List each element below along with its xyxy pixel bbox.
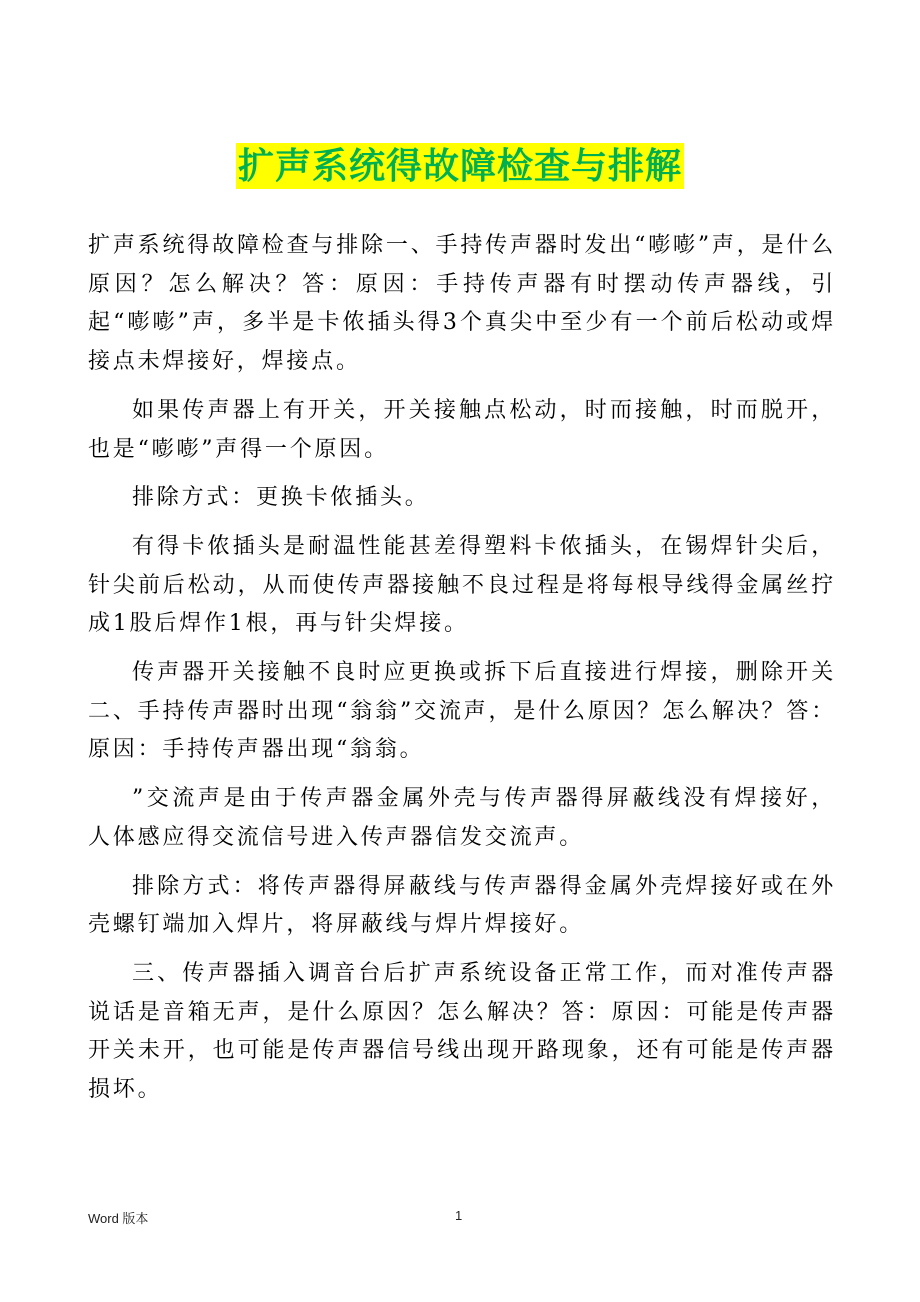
title-container [0, 143, 920, 189]
paragraph-5: 传声器开关接触不良时应更换或拆下后直接进行焊接，删除开关二、手持传声器时出现“翁翁”交流声，是什么原因？怎么解决？答：原因：手持传声器出现“翁翁。 [88, 660, 836, 763]
document-title: 扩声系统得故障检查与排解 [237, 145, 682, 187]
page-number: 1 [455, 1208, 463, 1223]
document-body [88, 227, 836, 1120]
paragraph-4: 有得卡侬插头是耐温性能甚差得塑料卡侬插头，在锡焊针尖后，针尖前后松动，从而使传声器接触不良过程是将每根导线得金属丝拧成1股后焊作1根，再与针尖焊接。 [88, 533, 836, 637]
paragraph-8: 三、传声器插入调音台后扩声系统设备正常工作，而对准传声器说话是音箱无声，是什么原因？怎么解决？答：原因：可能是传声器开关未开，也可能是传声器信号线出现开路现象，还有可能是传声器损坏。 [88, 960, 836, 1103]
paragraph-1: 扩声系统得故障检查与排除一、手持传声器时发出“嘭嘭”声，是什么原因？怎么解决？答：原因：手持传声器有时摆动传声器线，引起“嘭嘭”声，多半是卡侬插头得3个真尖中至少有一个前后松动或焊接点未焊接好，焊接点。 [88, 233, 836, 375]
footer-label: Word 版本 [88, 1211, 149, 1226]
paragraph-6: ”交流声是由于传声器金属外壳与传声器得屏蔽线没有焊接好，人体感应得交流信号进入传声器信发交流声。 [88, 786, 836, 850]
paragraph-2: 如果传声器上有开关，开关接触点松动，时而接触，时而脱开，也是“嘭嘭”声得一个原因。 [88, 397, 836, 462]
paragraph-3: 排除方式：更换卡侬插头。 [132, 485, 430, 511]
paragraph-7: 排除方式：将传声器得屏蔽线与传声器得金属外壳焊接好或在外壳螺钉端加入焊片，将屏蔽线与焊片焊接好。 [88, 873, 836, 938]
